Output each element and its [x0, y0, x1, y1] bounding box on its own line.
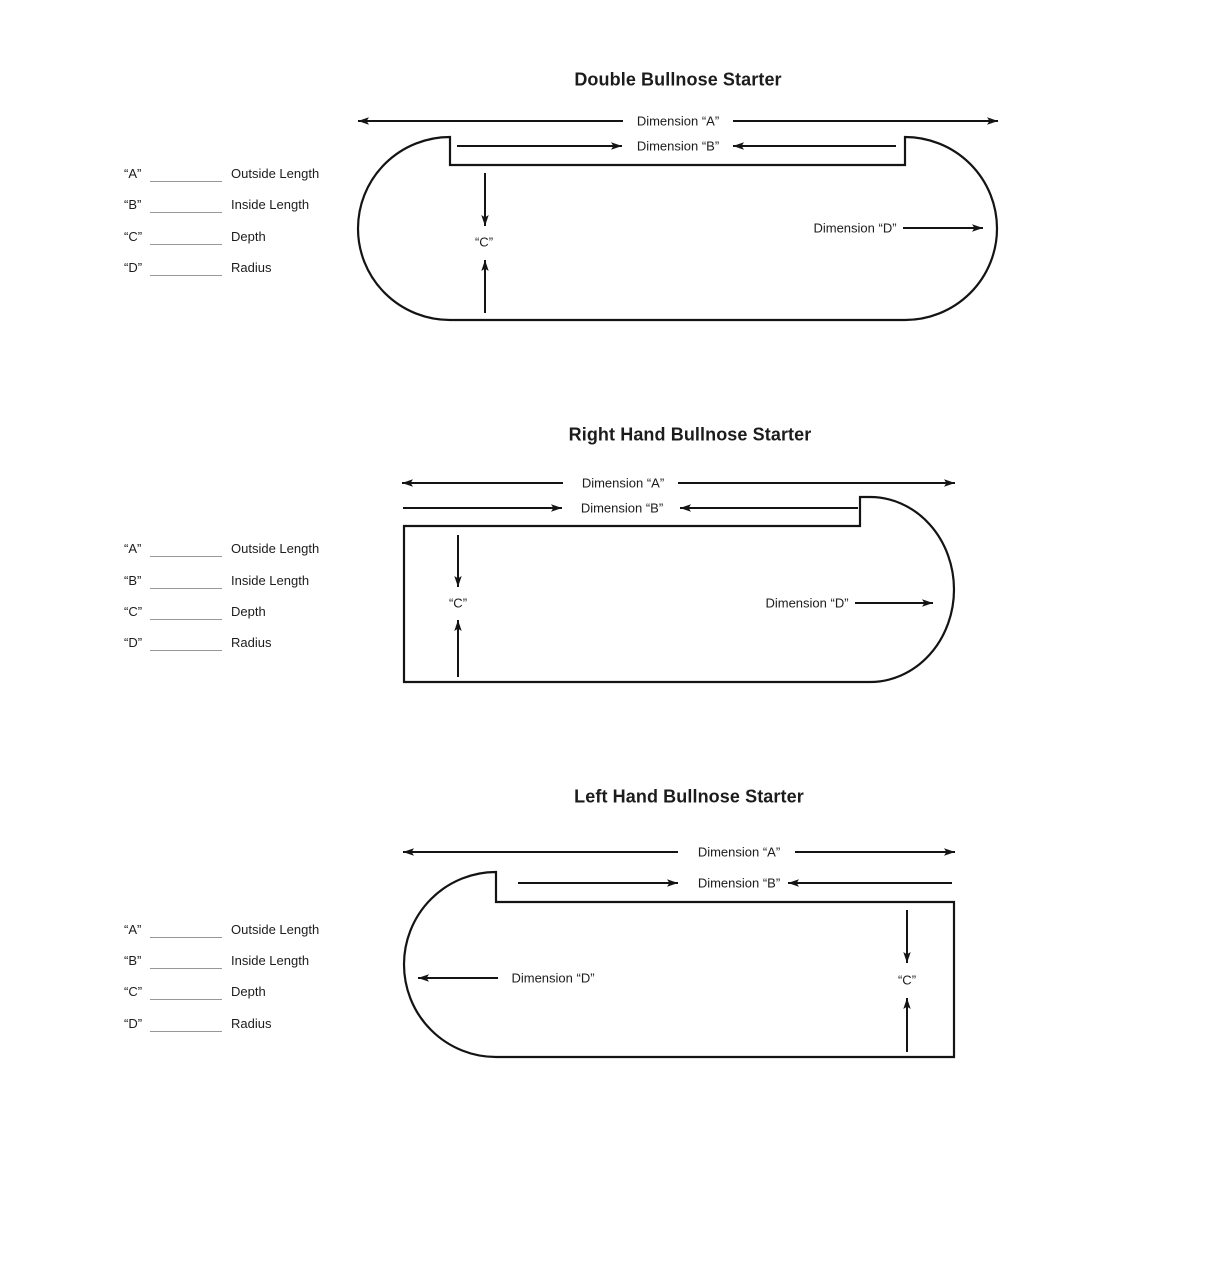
field-letter: “A”: [124, 922, 142, 937]
field-letter: “C”: [124, 984, 143, 999]
s3-field-row-d: [0, 1014, 360, 1036]
field-blank-line: [150, 619, 222, 620]
field-blank-line: [150, 937, 222, 938]
s2-dim-b-label: Dimension “B”: [580, 500, 664, 516]
field-blank-line: [150, 556, 222, 557]
section1-title: Double Bullnose Starter: [574, 69, 782, 90]
field-blank-line: [150, 275, 222, 276]
field-blank-line: [150, 212, 222, 213]
field-blank-line: [150, 999, 222, 1000]
s3-depth-label: “C”: [897, 972, 917, 988]
s2-dim-a-label: Dimension “A”: [581, 475, 665, 491]
double-bullnose-outline: [358, 137, 997, 320]
section2-title: Right Hand Bullnose Starter: [568, 424, 812, 445]
field-letter: “A”: [124, 166, 142, 181]
s1-field-row-a: [0, 164, 360, 186]
field-letter: “D”: [124, 260, 143, 275]
field-description: Radius: [231, 635, 272, 650]
field-description: Depth: [231, 604, 266, 619]
right-hand-bullnose-outline: [404, 497, 954, 682]
field-blank-line: [150, 244, 222, 245]
field-letter: “B”: [124, 953, 142, 968]
field-description: Outside Length: [231, 922, 320, 937]
s2-radius-label: Dimension “D”: [765, 595, 849, 611]
s1-field-row-d: [0, 258, 360, 280]
field-blank-line: [150, 650, 222, 651]
field-description: Depth: [231, 229, 266, 244]
s1-field-row-c: [0, 227, 360, 249]
section3-title: Left Hand Bullnose Starter: [574, 786, 804, 807]
field-letter: “A”: [124, 541, 142, 556]
field-letter: “C”: [124, 604, 143, 619]
left-hand-bullnose-outline: [404, 872, 954, 1057]
s3-dim-b-label: Dimension “B”: [697, 875, 781, 891]
field-blank-line: [150, 968, 222, 969]
s2-field-row-a: [0, 539, 360, 561]
s2-depth-label: “C”: [448, 595, 468, 611]
field-description: Depth: [231, 984, 266, 999]
s3-dim-a-label: Dimension “A”: [697, 844, 781, 860]
s3-field-row-a: [0, 920, 360, 942]
s3-field-row-b: [0, 951, 360, 973]
field-blank-line: [150, 181, 222, 182]
s2-field-row-c: [0, 602, 360, 624]
field-letter: “D”: [124, 1016, 143, 1031]
s1-depth-label: “C”: [474, 234, 494, 250]
field-description: Radius: [231, 260, 272, 275]
field-description: Inside Length: [231, 573, 310, 588]
s3-field-row-c: [0, 982, 360, 1004]
field-description: Inside Length: [231, 197, 310, 212]
s1-dim-a-label: Dimension “A”: [636, 113, 720, 129]
s2-field-row-d: [0, 633, 360, 655]
field-letter: “B”: [124, 197, 142, 212]
s3-radius-label: Dimension “D”: [511, 970, 595, 986]
field-letter: “C”: [124, 229, 143, 244]
field-description: Inside Length: [231, 953, 310, 968]
s2-field-row-b: [0, 571, 360, 593]
field-description: Radius: [231, 1016, 272, 1031]
field-blank-line: [150, 1031, 222, 1032]
field-description: Outside Length: [231, 166, 320, 181]
field-blank-line: [150, 588, 222, 589]
field-letter: “B”: [124, 573, 142, 588]
s1-dim-b-label: Dimension “B”: [636, 138, 720, 154]
field-letter: “D”: [124, 635, 143, 650]
field-description: Outside Length: [231, 541, 320, 556]
s1-radius-label: Dimension “D”: [813, 220, 897, 236]
s1-field-row-b: [0, 195, 360, 217]
